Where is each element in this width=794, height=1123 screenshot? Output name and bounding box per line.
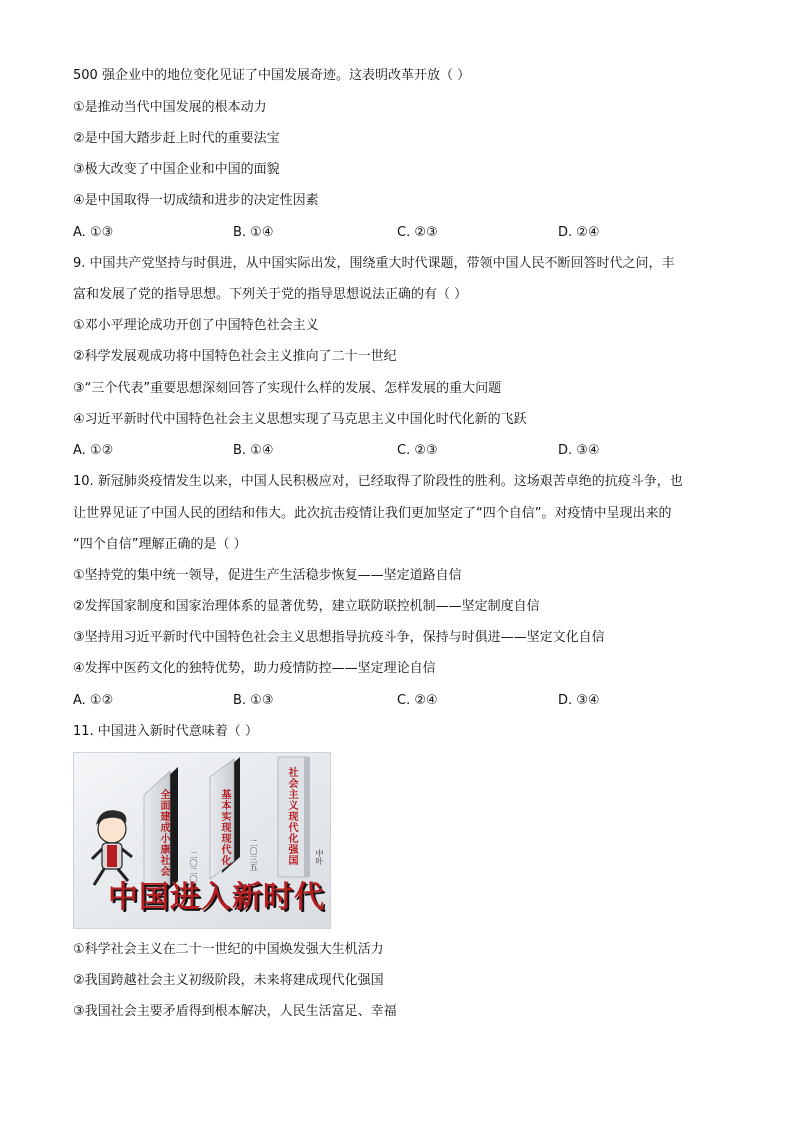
illustration-banner: 中国进入新时代 [108,880,325,915]
q11-item-2: ②我国跨越社会主义初级阶段，未来将建成现代化强国 [73,973,384,988]
new-era-illustration [73,752,331,929]
q9-item-1: ①邓小平理论成功开创了中国特色社会主义 [73,318,319,333]
q10-options [73,692,633,710]
q9-item-4: ④习近平新时代中国特色社会主义思想实现了马克思主义中国化时代化新的飞跃 [73,412,527,427]
q9-option-c: C. ②③ [397,443,438,458]
q8-item-1: ①是推动当代中国发展的根本动力 [73,100,267,115]
q10-option-a: A. ①② [73,693,114,708]
q9-option-a: A. ①② [73,443,114,458]
q8-item-4: ④是中国取得一切成绩和进步的决定性因素 [73,193,319,208]
q10-stem-line-2: 让世界见证了中国人民的团结和伟大。此次抗击疫情让我们更加坚定了“四个自信”。对疫情中呈现出来的 [73,506,672,521]
q8-stem: 500 强企业中的地位变化见证了中国发展奇迹。这表明改革开放（ ） [73,68,471,83]
q10-item-3: ③坚持用习近平新时代中国特色社会主义思想指导抗疫斗争，保持与时俱进——坚定文化自信 [73,630,605,645]
q9-stem-line-1: 9. 中国共产党坚持与时俱进，从中国实际出发，围绕重大时代课题，带领中国人民不断回答时代之问，丰 [73,256,675,271]
q8-option-c: C. ②③ [397,225,438,240]
q9-item-2: ②科学发展观成功将中国特色社会主义推向了二十一世纪 [73,349,397,364]
pillar-3-label: 社会主义现代化强国 [286,767,297,866]
q11-item-3: ③我国社会主要矛盾得到根本解决，人民生活富足、幸福 [73,1004,397,1019]
q10-stem-line-1: 10. 新冠肺炎疫情发生以来，中国人民积极应对，已经取得了阶段性的胜利。这场艰苦卓绝的抗疫斗争，也 [73,474,683,489]
q10-option-c: C. ②④ [397,693,438,708]
q9-option-d: D. ③④ [558,443,600,458]
q8-item-3: ③极大改变了中国企业和中国的面貌 [73,162,280,177]
pillar-3-year: 中叶 [315,849,324,865]
q8-option-d: D. ②④ [558,225,600,240]
pillar-1-label: 全面建成小康社会 [158,789,169,877]
q8-option-a: A. ①③ [73,225,114,240]
q10-stem-line-3: “四个自信”理解正确的是（ ） [73,537,247,552]
pillar-1-year: 二〇二〇 [189,851,198,883]
q8-item-2: ②是中国大踏步赶上时代的重要法宝 [73,131,280,146]
q9-option-b: B. ①④ [233,443,274,458]
q10-item-4: ④发挥中医药文化的独特优势，助力疫情防控——坚定理论自信 [73,661,436,676]
q11-item-1: ①科学社会主义在二十一世纪的中国焕发强大生机活力 [73,942,384,957]
q8-options [73,224,633,242]
q10-option-b: B. ①③ [233,693,274,708]
q10-option-d: D. ③④ [558,693,600,708]
pillar-2-label: 基本实现现代化 [219,789,230,866]
q8-option-b: B. ①④ [233,225,274,240]
q11-stem: 11. 中国进入新时代意味着（ ） [73,724,258,739]
pillar-2-year: 二〇三五 [249,839,258,871]
q9-stem-line-2: 富和发展了党的指导思想。下列关于党的指导思想说法正确的有（ ） [73,287,468,302]
q10-item-2: ②发挥国家制度和国家治理体系的显著优势，建立联防联控机制——坚定制度自信 [73,599,540,614]
q9-item-3: ③“三个代表”重要思想深刻回答了实现什么样的发展、怎样发展的重大问题 [73,381,502,396]
q9-options [73,442,633,460]
q10-item-1: ①坚持党的集中统一领导，促进生产生活稳步恢复——坚定道路自信 [73,568,462,583]
